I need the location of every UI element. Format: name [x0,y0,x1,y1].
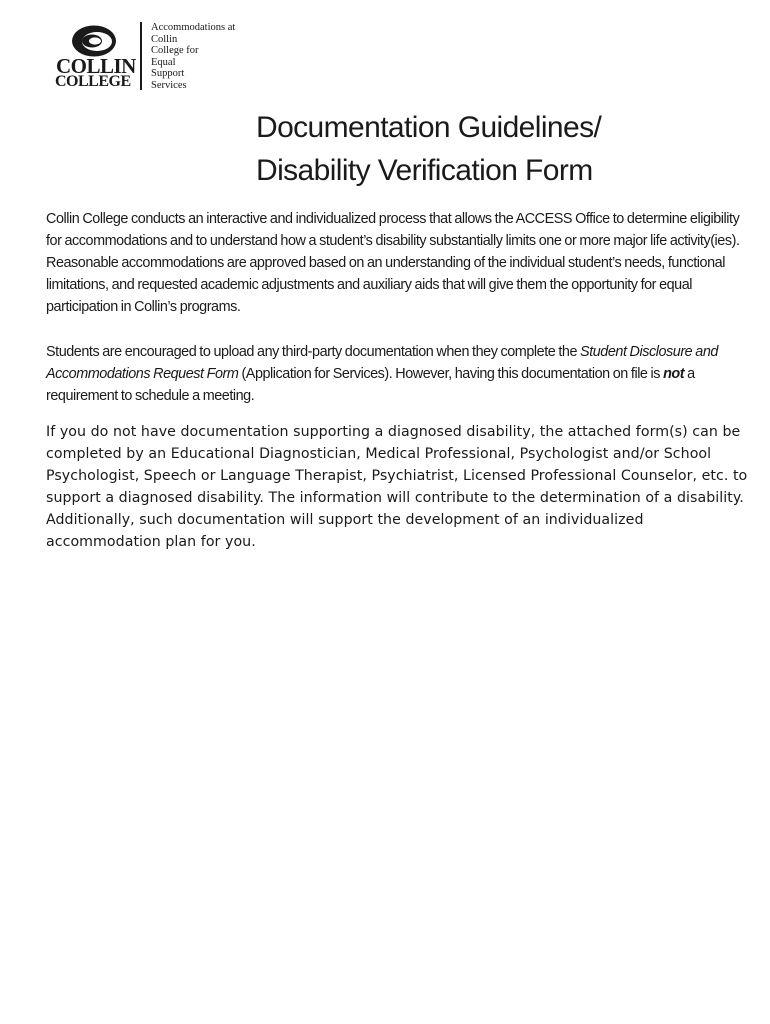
page-title [256,106,736,192]
tagline-line: Equal [151,56,176,68]
collin-swirl-icon [70,24,118,58]
tagline-line: Services [151,79,187,91]
documentation-upload-paragraph [46,341,740,407]
p2-text-1: Students are encouraged to upload any third-party documentation when they complete the [46,344,581,360]
logo-word-collin: COLLIN [56,54,136,78]
emphasis-not: not [663,366,685,382]
no-documentation-paragraph: If you do not have documentation supporting a diagnosed disability, the attached form(s) can be completed by an Educational Diagnostician, Medical Professional, Psychologist and/or School Psychologist, Speech or Language Therapist, Psychiatrist, Licensed Professional Counselor, etc. to support a diagnosed disability. The information will contribute to the determination of a disability. Additionally, such documentation will support the development of an individualized accommodation plan for you. [46,424,748,550]
intro-paragraph: Collin College conducts an interactive and individualized process that allows the ACCESS Office to determine eligibility for accommodations and to understand how a student’s disability substantially limits one or more major life activity(ies). Reasonable accommodations are approved based on an understanding of the individual student’s needs, functional limitations, and requested academic adjustments and auxiliary aids that will give them the opportunity for equal participation in Collin’s programs. [46,211,740,315]
collin-college-logo [52,22,252,94]
tagline-line: College for [151,45,199,57]
p2-text-2: (Application for Services). However, having this documentation on file is [238,366,664,382]
tagline-line: Support [151,68,185,80]
logo-divider [140,22,142,90]
tagline-line: Accommodations at [151,22,236,33]
title-line-1: Documentation Guidelines/ [256,111,602,144]
form-name: Student Disclosure and Accommodations Request Form [46,344,718,382]
logo-word-college: COLLEGE [55,73,131,90]
tagline-line: Collin [151,33,178,45]
p2-text-3: a requirement to schedule a meeting. [46,366,695,404]
title-line-2: Disability Verification Form [256,154,593,187]
logo-tagline [151,22,261,92]
